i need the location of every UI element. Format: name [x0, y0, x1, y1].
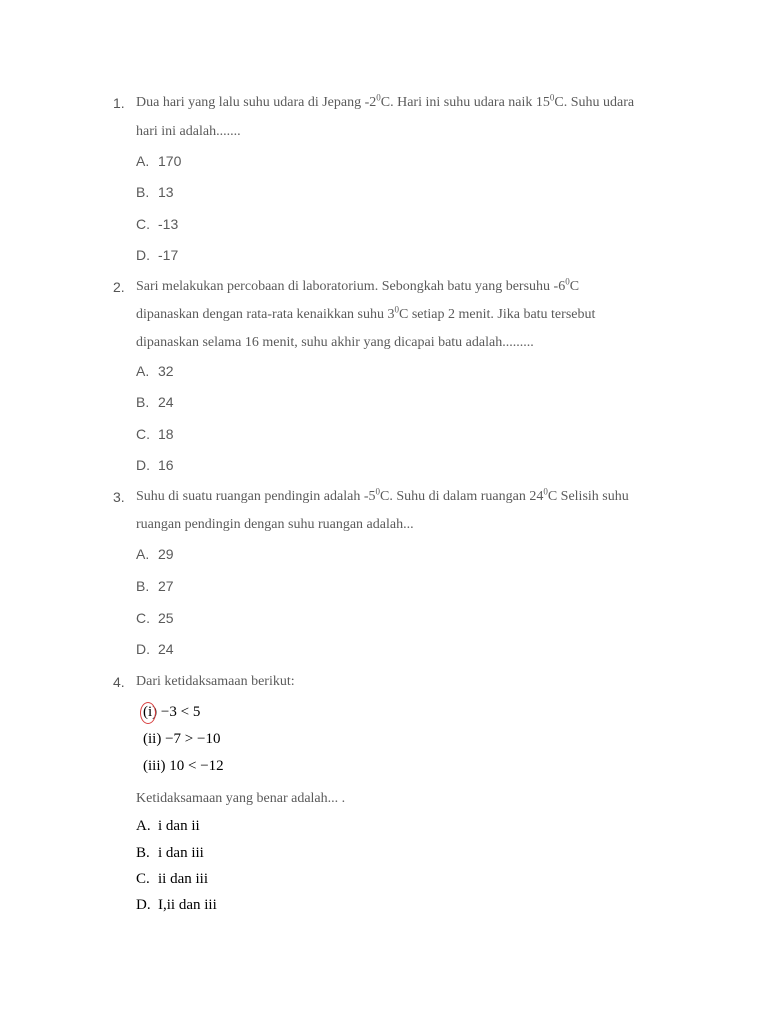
- option-a[interactable]: A. 29: [136, 546, 174, 562]
- question-text-line: ruangan pendingin dengan suhu ruangan adalah...: [136, 517, 414, 532]
- question-number: 3.: [113, 489, 125, 505]
- statement-label: (iii): [143, 758, 166, 774]
- option-b[interactable]: B. 24: [136, 394, 174, 410]
- option-c[interactable]: C. 18: [136, 426, 174, 442]
- question-text-line: Suhu di suatu ruangan pendingin adalah $-5^0C$. Suhu di dalam ruangan $24^0C$ Selisih suhu: [136, 486, 629, 504]
- option-b[interactable]: B. 27: [136, 578, 174, 594]
- question-text-line: hari ini adalah.......: [136, 124, 241, 139]
- option-c[interactable]: C. -13: [136, 216, 179, 232]
- statement-iii: [143, 758, 224, 775]
- option-a[interactable]: A. 170: [136, 153, 182, 169]
- option-d[interactable]: D. I,ii dan iii: [136, 897, 217, 913]
- question-prompt: Ketidaksamaan yang benar adalah... .: [136, 791, 346, 806]
- question-text-line: Dari ketidaksamaan berikut:: [136, 674, 295, 689]
- statement-label: (i): [143, 704, 157, 721]
- question-text-line: Sari melakukan percobaan di laboratorium. Sebongkah batu yang bersuhu $-6^0C$: [136, 276, 580, 294]
- option-a[interactable]: A. i dan ii: [136, 818, 200, 834]
- statement-i: [143, 704, 200, 721]
- option-d[interactable]: D. 24: [136, 641, 174, 657]
- question-number: 1.: [113, 95, 125, 111]
- question-text-line: dipanaskan dengan rata-rata kenaikkan suhu $3^0C$ setiap 2 menit. Jika batu tersebut: [136, 304, 596, 322]
- question-number: 2.: [113, 279, 125, 295]
- option-c[interactable]: C. 25: [136, 610, 174, 626]
- option-d[interactable]: D. 16: [136, 457, 174, 473]
- option-b[interactable]: B. 13: [136, 184, 174, 200]
- question-number: 4.: [113, 674, 125, 690]
- option-b[interactable]: B. i dan iii: [136, 845, 204, 861]
- option-c[interactable]: C. ii dan iii: [136, 871, 208, 887]
- red-circle-mark: [140, 702, 156, 724]
- statement-label: (ii): [143, 731, 162, 747]
- statement-ii: [143, 731, 220, 748]
- question-text-line: dipanaskan selama 16 menit, suhu akhir yang dicapai batu adalah.........: [136, 335, 534, 350]
- option-a[interactable]: A. 32: [136, 363, 174, 379]
- statement-expression: −3 < 5: [160, 704, 201, 720]
- question-text-line: Dua hari yang lalu suhu udara di Jepang $-2^0C$. Hari ini suhu udara naik $15^0C$. Suhu udara: [136, 92, 635, 110]
- statement-expression: −7 > −10: [165, 731, 221, 747]
- option-d[interactable]: D. -17: [136, 247, 179, 263]
- statement-expression: 10 < −12: [169, 758, 224, 774]
